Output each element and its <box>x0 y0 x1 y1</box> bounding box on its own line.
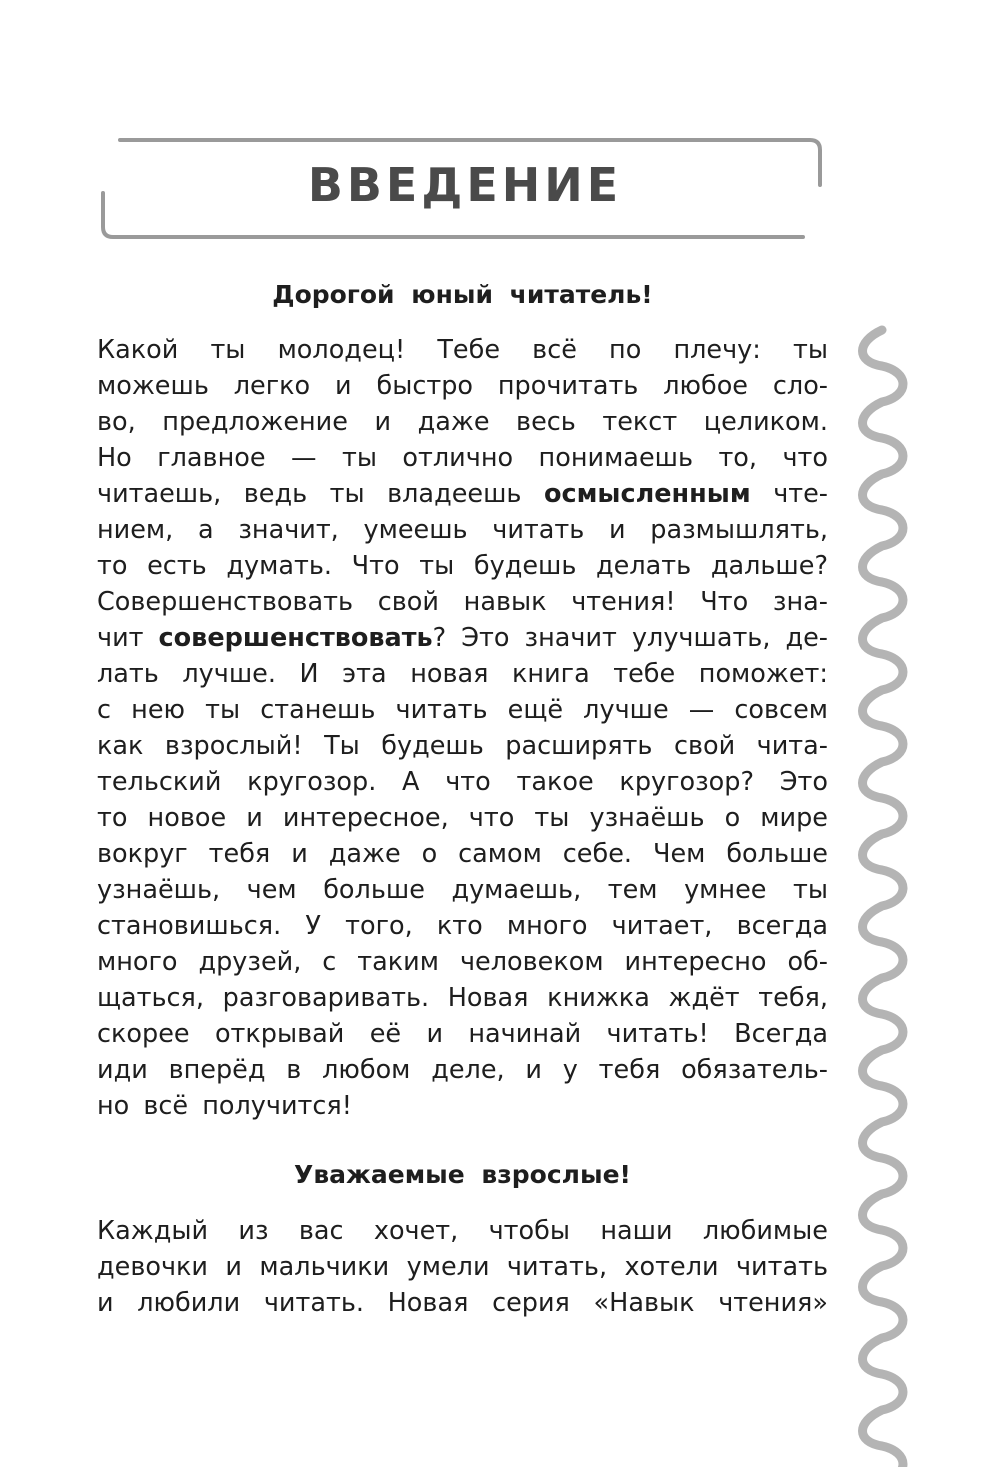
page-title: ВВЕДЕНИЕ <box>307 158 623 212</box>
paragraph-reader <box>97 332 828 1124</box>
paragraph-adults <box>97 1213 828 1321</box>
text-line: и любили читать. Новая серия «Навык чтения» <box>97 1288 828 1318</box>
text-line: читаешь, ведь ты владеешь осмысленным чте- <box>97 479 829 509</box>
text-line: иди вперёд в любом деле, и у тебя обязатель- <box>97 1055 828 1085</box>
text-line: становишься. У того, кто много читает, всегда <box>97 911 828 941</box>
text-line: нием, а значит, умеешь читать и размышлять, <box>97 515 828 545</box>
text-line: Совершенствовать свой навык чтения! Что зна- <box>97 587 828 617</box>
text-line: скорее открывай её и начинай читать! Всегда <box>97 1019 828 1049</box>
text-line: узнаёшь, чем больше думаешь, тем умнее ты <box>97 875 828 905</box>
text-line: тельский кругозор. А что такое кругозор? Это <box>97 767 828 797</box>
text-line: вокруг тебя и даже о самом себе. Чем больше <box>97 839 828 869</box>
decorative-wave-border <box>850 322 920 1467</box>
section-heading-reader: Дорогой юный читатель! <box>272 280 653 309</box>
text-line: щаться, разговаривать. Новая книжка ждёт тебя, <box>97 983 828 1013</box>
text-line: то есть думать. Что ты будешь делать дальше? <box>97 551 828 581</box>
text-line: с нею ты станешь читать ещё лучше — совсем <box>97 695 828 725</box>
emphasis-text: совершенствовать <box>158 623 433 653</box>
text-line: девочки и мальчики умели читать, хотели читать <box>97 1252 828 1282</box>
text-line: лать лучше. И эта новая книга тебе поможет: <box>97 659 828 689</box>
text-line: как взрослый! Ты будешь расширять свой чита- <box>97 731 828 761</box>
text-line: много друзей, с таким человеком интересно об- <box>97 947 828 977</box>
text-line: чит совершенствовать? Это значит улучшать, де- <box>97 623 828 653</box>
emphasis-text: осмысленным <box>543 479 751 509</box>
text-line: Какой ты молодец! Тебе всё по плечу: ты <box>97 335 828 365</box>
text-line: Каждый из вас хочет, чтобы наши любимые <box>97 1216 828 1246</box>
text-line: можешь легко и быстро прочитать любое сло- <box>97 371 828 401</box>
section-heading-adults: Уважаемые взрослые! <box>294 1160 631 1189</box>
title-frame <box>0 0 1000 260</box>
text-line: во, предложение и даже весь текст целиком. <box>97 407 828 437</box>
text-line: то новое и интересное, что ты узнаёшь о мире <box>97 803 828 833</box>
text-line: но всё получится! <box>97 1091 352 1121</box>
text-line: Но главное — ты отлично понимаешь то, что <box>97 443 828 473</box>
